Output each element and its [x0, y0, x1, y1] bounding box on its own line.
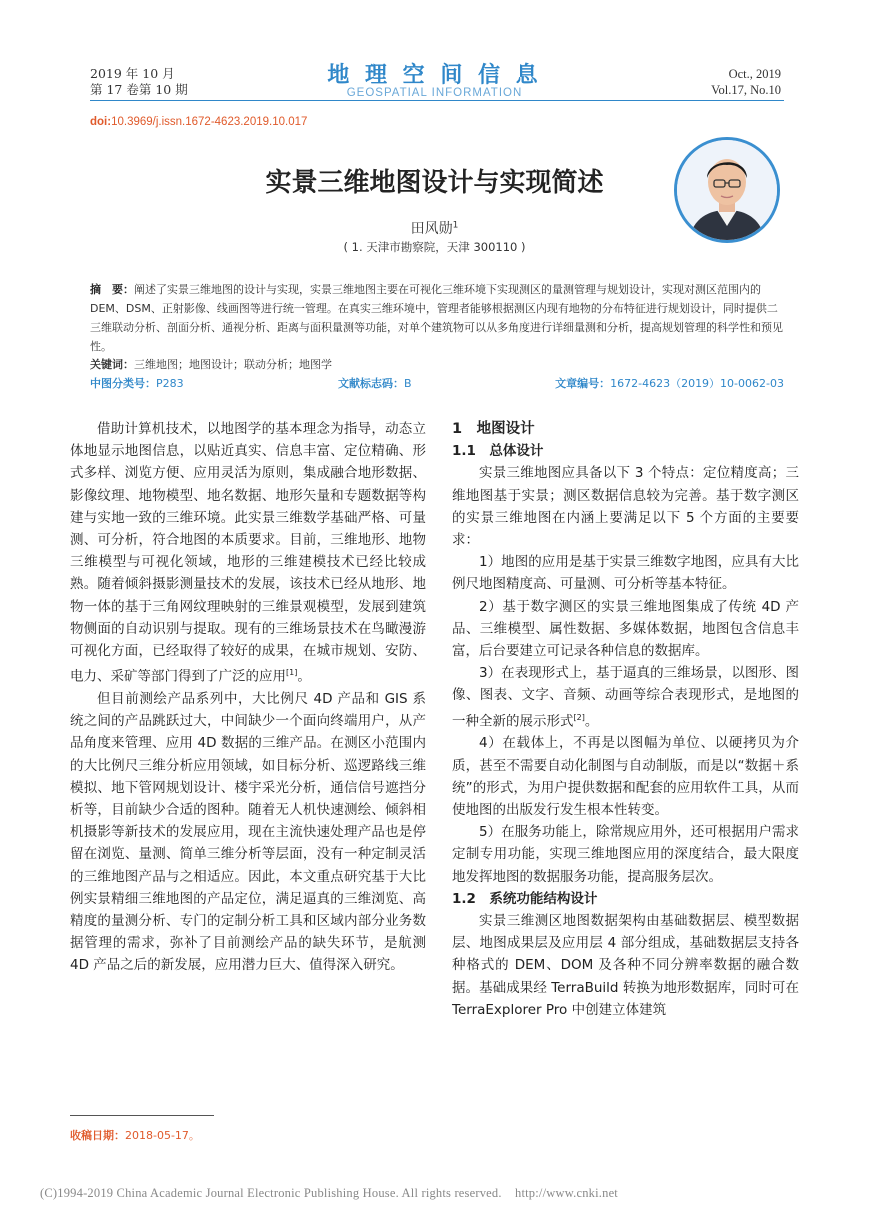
body-left-column [70, 418, 426, 977]
received-label: 收稿日期： [70, 1129, 125, 1142]
issue-date-cn: 2019 年 10 月 [90, 66, 175, 81]
list-item-end: 。 [584, 713, 599, 730]
article-title: 实景三维地图设计与实现简述 [265, 168, 604, 198]
header-rule [90, 100, 784, 101]
article-number [555, 375, 784, 391]
footnote-rule [70, 1115, 214, 1116]
header-right [711, 66, 781, 98]
journal-title-en: GEOSPATIAL INFORMATION [346, 87, 523, 99]
paragraph [70, 418, 426, 688]
doc-code-value: B [404, 377, 412, 390]
keywords [90, 356, 332, 372]
paragraph: 但目前测绘产品系列中，大比例尺 4D 产品和 GIS 系统之间的产品跳跃过大，中间缺少一个面向终端用户，从产品角度来管理、应用 4D 数据的三维产品。在测区小范围内的大比例尺三维分析应用领域，如目标分析、巡逻路线三维模拟、地下管网规划设计、楼宇采光分析，通信信号遮挡分析等，目前缺少合适的图种。随着无人机快速测绘、倾斜相机摄影等新技术的发展应用，现在主流快速处理产品也是停留在浏览、量测、简单三维分析等层面，没有一种定制灵活的三维地图产品与之相适应。因此，本文重点研究基于大比例实景精细三维地图的产品定位，满足逼真的三维浏览、高精度的量测分析、专门的定制分析工具和区域内部分业务数据管理的需求，弥补了目前测绘产品的缺失环节，是航测 4D 产品之后的新发展，应用潜力巨大、值得深入研究。 [70, 690, 426, 974]
clc [90, 375, 184, 391]
received-date [70, 1127, 200, 1143]
volume-cn: 第 17 卷第 10 期 [90, 82, 188, 97]
abstract [90, 280, 784, 356]
paragraph-end: 。 [297, 668, 311, 685]
author-name: 田风勋 [410, 221, 453, 237]
article-number-value: 1672-4623（2019）10-0062-03 [610, 377, 784, 390]
citation[interactable]: [2] [573, 712, 585, 722]
author-sup: 1 [452, 220, 459, 231]
affiliation: ( 1. 天津市勘察院，天津 300110 ) [343, 240, 526, 254]
citation[interactable]: [1] [286, 668, 298, 678]
issue-date-en: Oct., 2019 [728, 67, 781, 81]
doi-value: 10.3969/j.issn.1672-4623.2019.10.017 [111, 116, 308, 128]
subsection-heading: 1.1 总体设计 [452, 443, 544, 460]
list-item: 4）在载体上，不再是以图幅为单位、以硬拷贝为介质，甚至不需要自动化制图与自动制版，而是以“数据＋系统”的形式，为用户提供数据和配套的应用软件工具，从而使地图的出版发行发生根本性转变。 [452, 735, 799, 818]
author [0, 218, 869, 238]
doc-code [338, 375, 412, 391]
list-item-text: 3）在表现形式上，基于逼真的三维场景，以图形、图像、图表、文字、音频、动画等综合表现形式，是地图的一种全新的展示形式 [452, 665, 799, 730]
abstract-label: 摘 要： [90, 283, 134, 296]
clc-label: 中图分类号： [90, 377, 156, 390]
paragraph: 实景三维测区地图数据架构由基础数据层、模型数据层、地图成果层及应用层 4 部分组成，基础数据层支持各种格式的 DEM、DOM 及各种不同分辨率数据的融合数据。基础成果经 TerraBuild 转换为地形数据库，同时可在 TerraExplorer Pro 中创建立体建筑 [452, 912, 799, 1018]
keywords-text: 三维地图；地图设计；联动分析；地图学 [134, 358, 332, 371]
list-item [452, 662, 799, 732]
article-number-label: 文章编号： [555, 377, 611, 390]
body-right-column [452, 418, 799, 1021]
doi-label: doi: [90, 116, 112, 128]
paragraph: 实景三维地图应具备以下 3 个特点：定位精度高；三维地图基于实景；测区数据信息较为完善。基于数字测区的实景三维地图在内涵上要满足以下 5 个方面的主要要求： [452, 465, 799, 549]
journal-title-cn: 地 理 空 间 信 息 [327, 63, 542, 88]
list-item: 5）在服务功能上，除常规应用外，还可根据用户需求定制专用功能，实现三维地图应用的深度结合，最大限度地发挥地图的数据服务功能，提高服务层次。 [452, 824, 799, 885]
received-value: 2018-05-17。 [125, 1129, 200, 1142]
volume-en: Vol.17, No.10 [711, 83, 781, 97]
doi[interactable] [90, 116, 307, 128]
subsection-heading: 1.2 系统功能结构设计 [452, 890, 598, 907]
section-heading: 1 地图设计 [452, 421, 535, 437]
abstract-text: 阐述了实景三维地图的设计与实现，实景三维地图主要在可视化三维环境下实现测区的量测管理与规划设计，实现对测区范围内的 DEM、DSM、正射影像、线画图等进行统一管理。在真实三维环境中，管理者能够根据测区内现有地物的分布特征进行规划设计，同时提供二三维联动分析、剖面分析、通视分析、距离与面积量测等功能，对单个建筑物可以从多角度进行详细量测和分析，提高规划管理的科学性和预见性。 [90, 283, 783, 353]
list-item: 2）基于数字测区的实景三维地图集成了传统 4D 产品、三维模型、属性数据、多媒体数据，地图包含信息丰富，后台要建立可记录各种信息的数据库。 [452, 598, 799, 660]
copyright-footer: (C)1994-2019 China Academic Journal Electronic Publishing House. All rights reserved. http://www.cnki.net [40, 1186, 618, 1200]
doc-code-label: 文献标志码： [338, 377, 404, 390]
list-item: 1）地图的应用是基于实景三维数字地图，应具有大比例尺地图精度高、可量测、可分析等基本特征。 [452, 554, 799, 593]
paragraph-text: 借助计算机技术，以地图学的基本理念为指导，动态立体地显示地图信息，以贴近真实、信息丰富、定位精确、形式多样、浏览方便、应用灵活为原则，集成融合地形数据、影像纹理、地物模型、地名数据、地形矢量和专题数据等构建与实地一致的三维环境。此实景三维数学基础严格、可量测、可分析，符合地图的本质要求。目前，三维地形、地物三维模型与可视化领域，地形的三维建模技术已经比较成熟。随着倾斜摄影测量技术的发展，该技术已经从地形、地物一体的基于三角网纹理映射的三维景观模型，发展到建筑物侧面的自动识别与提取。现有的三维场景技术在鸟瞰漫游可视化方面，已经取得了较好的成果，在城市规划、安防、电力、采矿等部门得到了广泛的应用 [70, 421, 426, 685]
keywords-label: 关键词： [90, 358, 134, 371]
clc-value: P283 [156, 377, 184, 390]
